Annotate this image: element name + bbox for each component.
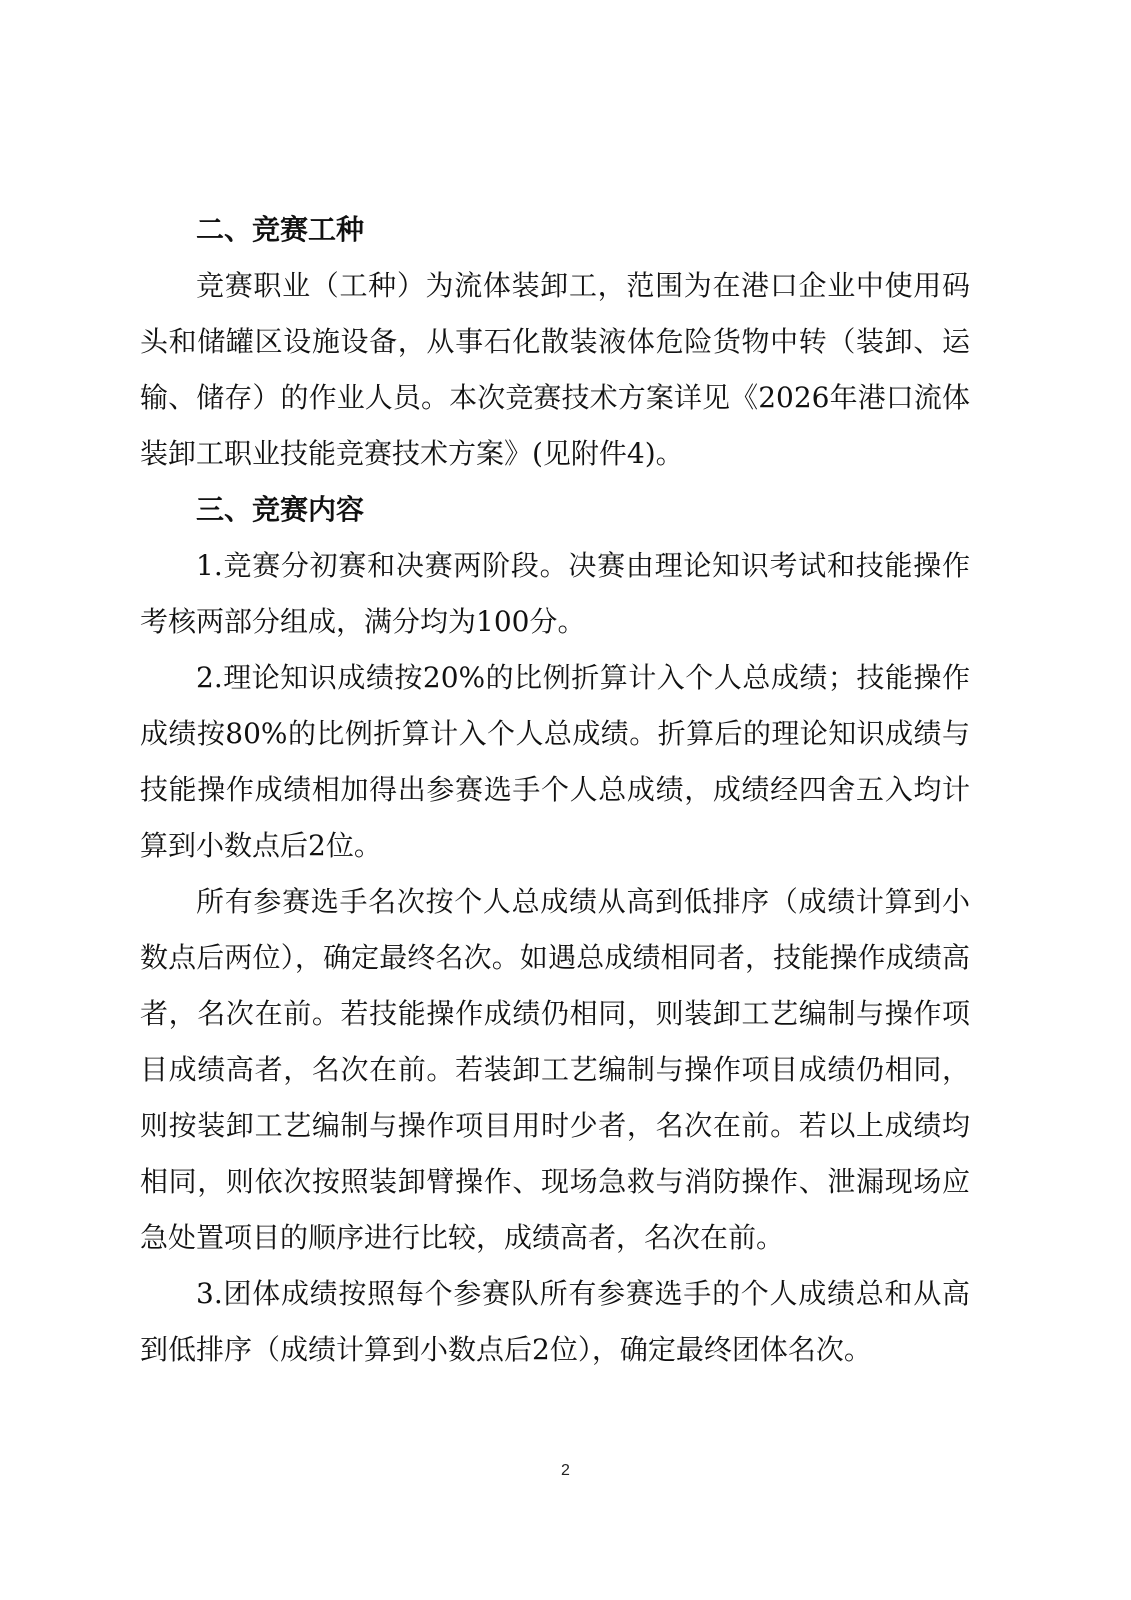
paragraph-competition-type: 竞赛职业（工种）为流体装卸工，范围为在港口企业中使用码头和储罐区设施设备，从事石化散装液体危险货物中转（装卸、运输、储存）的作业人员。本次竞赛技术方案详见《2026年港口流体装卸工职业技能竞赛技术方案》(见附件4)。 bbox=[140, 269, 970, 470]
page-number: 2 bbox=[561, 1462, 570, 1479]
section-heading-competition-content: 三、竞赛内容 bbox=[196, 493, 365, 526]
paragraph-score-weighting: 2.理论知识成绩按20%的比例折算计入个人总成绩；技能操作成绩按80%的比例折算计入个人总成绩。折算后的理论知识成绩与技能操作成绩相加得出参赛选手个人总成绩，成绩经四舍五入均计算到小数点后2位。 bbox=[140, 661, 970, 862]
paragraph-team-ranking: 3.团体成绩按照每个参赛队所有参赛选手的个人成绩总和从高到低排序（成绩计算到小数点后2位），确定最终团体名次。 bbox=[140, 1277, 970, 1366]
section-heading-competition-type: 二、竞赛工种 bbox=[196, 213, 365, 246]
paragraph-ranking-rules: 所有参赛选手名次按个人总成绩从高到低排序（成绩计算到小数点后两位），确定最终名次。如遇总成绩相同者，技能操作成绩高者，名次在前。若技能操作成绩仍相同，则装卸工艺编制与操作项目成绩高者，名次在前。若装卸工艺编制与操作项目成绩仍相同，则按装卸工艺编制与操作项目用时少者，名次在前。若以上成绩均相同，则依次按照装卸臂操作、现场急救与消防操作、泄漏现场应急处置项目的顺序进行比较，成绩高者，名次在前。 bbox=[140, 885, 970, 1254]
paragraph-stages: 1.竞赛分初赛和决赛两阶段。决赛由理论知识考试和技能操作考核两部分组成，满分均为100分。 bbox=[140, 549, 970, 638]
document-body bbox=[140, 202, 970, 1378]
